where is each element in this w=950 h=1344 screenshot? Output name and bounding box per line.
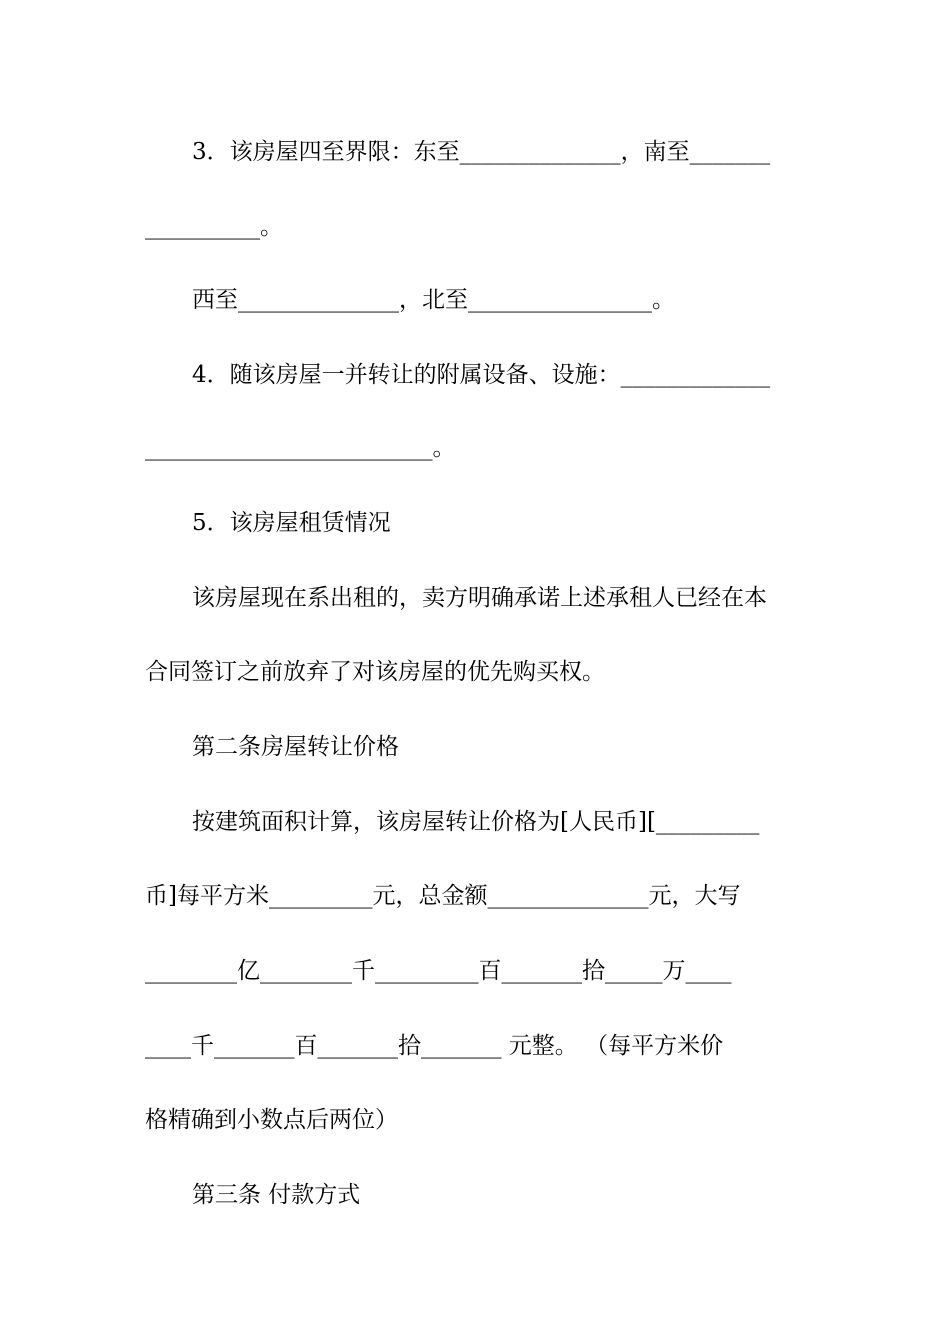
clause-1-3-continued: __________。 xyxy=(145,214,283,240)
clause-1-4-continued: _________________________。 xyxy=(145,435,456,461)
article-2-heading: 第二条房屋转让价格 xyxy=(192,734,399,760)
clause-1-3-boundaries: 3．该房屋四至界限：东至______________，南至_______ xyxy=(192,139,771,165)
clause-1-5-text: 该房屋现在系出租的，卖方明确承诺上述承租人已经在本 xyxy=(192,585,767,611)
clause-1-5-text-continued: 合同签订之前放弃了对该房屋的优先购买权。 xyxy=(145,659,605,685)
clause-1-3-west-north: 西至______________，北至________________。 xyxy=(192,287,675,313)
article-2-amount-lower: ____千_______百_______拾_______ 元整。 （每平方米价 xyxy=(145,1033,724,1059)
clause-1-4-facilities: 4．随该房屋一并转让的附属设备、设施：_____________ xyxy=(192,362,771,388)
article-2-amount-upper: ________亿________千_________百_______拾_____万____ xyxy=(145,958,732,984)
clause-1-5-heading: 5．该房屋租赁情况 xyxy=(192,510,391,536)
article-3-heading: 第三条 付款方式 xyxy=(192,1182,361,1208)
article-2-price-text: 按建筑面积计算，该房屋转让价格为[人民币][_________ xyxy=(192,809,760,835)
article-2-precision-note: 格精确到小数点后两位） xyxy=(145,1107,398,1133)
article-2-price-unit: 币]每平方米_________元，总金额______________元，大写 xyxy=(145,883,741,909)
